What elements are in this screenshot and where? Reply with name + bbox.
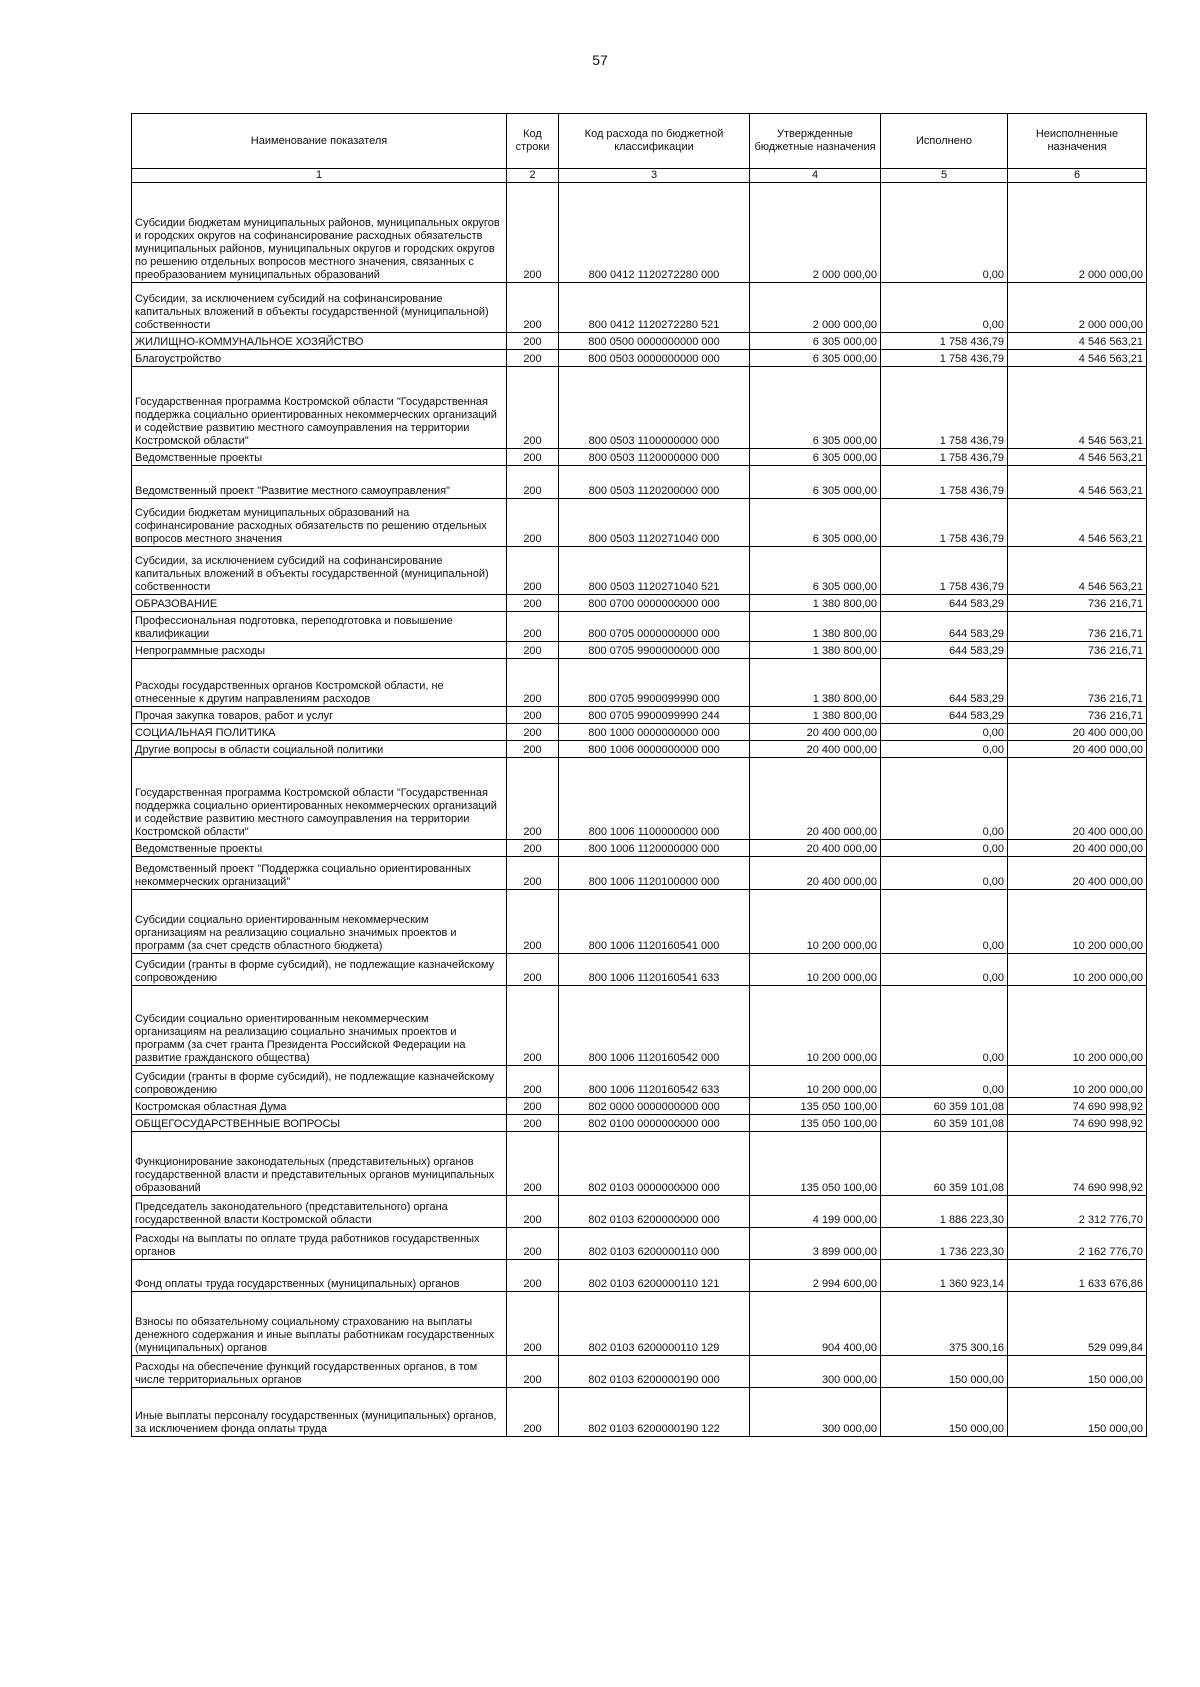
row-unexecuted-cell: 10 200 000,00 — [1008, 986, 1147, 1066]
row-kbk-cell: 800 0500 0000000000 000 — [559, 333, 750, 350]
table-row — [132, 1066, 1147, 1098]
row-name-cell: СОЦИАЛЬНАЯ ПОЛИТИКА — [132, 724, 507, 741]
header-unexecuted: Неисполненные назначения — [1008, 114, 1147, 169]
row-executed-cell: 644 583,29 — [881, 707, 1008, 724]
row-kbk-cell: 800 0705 9900000000 000 — [559, 642, 750, 659]
row-kbk-cell: 800 0705 0000000000 000 — [559, 612, 750, 642]
row-executed-cell: 0,00 — [881, 986, 1008, 1066]
row-code-cell: 200 — [507, 1066, 559, 1098]
row-approved-cell: 20 400 000,00 — [750, 857, 881, 890]
header-name: Наименование показателя — [132, 114, 507, 169]
row-executed-cell: 1 736 223,30 — [881, 1228, 1008, 1260]
table-row — [132, 1388, 1147, 1437]
row-code-cell: 200 — [507, 741, 559, 758]
row-kbk-cell: 802 0103 6200000110 000 — [559, 1228, 750, 1260]
row-approved-cell: 300 000,00 — [750, 1388, 881, 1437]
row-approved-cell: 2 000 000,00 — [750, 183, 881, 283]
table-row — [132, 954, 1147, 986]
row-approved-cell: 135 050 100,00 — [750, 1115, 881, 1132]
row-approved-cell: 20 400 000,00 — [750, 741, 881, 758]
row-approved-cell: 6 305 000,00 — [750, 333, 881, 350]
row-executed-cell: 150 000,00 — [881, 1388, 1008, 1437]
row-kbk-cell: 800 0503 1120271040 521 — [559, 547, 750, 595]
table-row — [132, 659, 1147, 707]
table-row — [132, 890, 1147, 954]
row-code-cell: 200 — [507, 547, 559, 595]
row-name-cell: Иные выплаты персоналу государственных (муниципальных) органов, за исключением фонда оплаты труда — [132, 1388, 507, 1437]
row-approved-cell: 6 305 000,00 — [750, 449, 881, 466]
table-row — [132, 183, 1147, 283]
row-name-cell: Субсидии социально ориентированным некоммерческим организациям на реализацию социально значимых проектов и программ (за счет гранта Президента Российской Федерации на развитие гражданского общества) — [132, 986, 507, 1066]
table-row — [132, 1132, 1147, 1196]
row-executed-cell: 1 758 436,79 — [881, 499, 1008, 547]
row-kbk-cell: 800 1000 0000000000 000 — [559, 724, 750, 741]
row-unexecuted-cell: 4 546 563,21 — [1008, 466, 1147, 499]
row-name-cell: Взносы по обязательному социальному страхованию на выплаты денежного содержания и иные выплаты работникам государственных (муниципальных) органов — [132, 1292, 507, 1356]
column-number-row — [132, 169, 1147, 183]
row-approved-cell: 300 000,00 — [750, 1356, 881, 1388]
row-approved-cell: 4 199 000,00 — [750, 1196, 881, 1228]
row-code-cell: 200 — [507, 1115, 559, 1132]
row-approved-cell: 1 380 800,00 — [750, 707, 881, 724]
row-unexecuted-cell: 74 690 998,92 — [1008, 1115, 1147, 1132]
row-unexecuted-cell: 10 200 000,00 — [1008, 1066, 1147, 1098]
row-approved-cell: 904 400,00 — [750, 1292, 881, 1356]
row-kbk-cell: 802 0103 0000000000 000 — [559, 1132, 750, 1196]
row-code-cell: 200 — [507, 1356, 559, 1388]
row-kbk-cell: 800 1006 1120160541 633 — [559, 954, 750, 986]
row-kbk-cell: 800 0503 1120200000 000 — [559, 466, 750, 499]
row-executed-cell: 644 583,29 — [881, 612, 1008, 642]
row-kbk-cell: 800 1006 1120160542 633 — [559, 1066, 750, 1098]
row-unexecuted-cell: 2 312 776,70 — [1008, 1196, 1147, 1228]
table-row — [132, 1228, 1147, 1260]
table-row — [132, 1115, 1147, 1132]
row-kbk-cell: 800 0705 9900099990 000 — [559, 659, 750, 707]
row-name-cell: Фонд оплаты труда государственных (муниципальных) органов — [132, 1260, 507, 1292]
row-code-cell: 200 — [507, 367, 559, 449]
row-executed-cell: 0,00 — [881, 954, 1008, 986]
row-name-cell: Субсидии бюджетам муниципальных образований на софинансирование расходных обязательств по решению отдельных вопросов местного значения — [132, 499, 507, 547]
row-approved-cell: 10 200 000,00 — [750, 890, 881, 954]
row-unexecuted-cell: 4 546 563,21 — [1008, 449, 1147, 466]
row-approved-cell: 3 899 000,00 — [750, 1228, 881, 1260]
row-unexecuted-cell: 20 400 000,00 — [1008, 758, 1147, 840]
row-name-cell: Субсидии, за исключением субсидий на софинансирование капитальных вложений в объекты государственной (муниципальной) собственности — [132, 283, 507, 333]
row-code-cell: 200 — [507, 857, 559, 890]
table-row — [132, 1196, 1147, 1228]
row-executed-cell: 0,00 — [881, 724, 1008, 741]
row-code-cell: 200 — [507, 1292, 559, 1356]
row-code-cell: 200 — [507, 1388, 559, 1437]
row-approved-cell: 20 400 000,00 — [750, 840, 881, 857]
row-name-cell: Субсидии социально ориентированным некоммерческим организациям на реализацию социально значимых проектов и программ (за счет средств областного бюджета) — [132, 890, 507, 954]
column-number: 4 — [750, 169, 881, 183]
header-code: Код строки — [507, 114, 559, 169]
row-executed-cell: 1 886 223,30 — [881, 1196, 1008, 1228]
row-kbk-cell: 800 0700 0000000000 000 — [559, 595, 750, 612]
row-code-cell: 200 — [507, 954, 559, 986]
row-code-cell: 200 — [507, 466, 559, 499]
row-kbk-cell: 800 0503 1120000000 000 — [559, 449, 750, 466]
row-name-cell: ОБЩЕГОСУДАРСТВЕННЫЕ ВОПРОСЫ — [132, 1115, 507, 1132]
page-number: 57 — [592, 52, 608, 68]
row-unexecuted-cell: 10 200 000,00 — [1008, 954, 1147, 986]
row-approved-cell: 10 200 000,00 — [750, 954, 881, 986]
table-row — [132, 707, 1147, 724]
row-executed-cell: 60 359 101,08 — [881, 1098, 1008, 1115]
row-unexecuted-cell: 74 690 998,92 — [1008, 1098, 1147, 1115]
row-approved-cell: 1 380 800,00 — [750, 659, 881, 707]
table-row — [132, 367, 1147, 449]
row-unexecuted-cell: 529 099,84 — [1008, 1292, 1147, 1356]
row-executed-cell: 1 758 436,79 — [881, 449, 1008, 466]
table-row — [132, 1260, 1147, 1292]
row-unexecuted-cell: 736 216,71 — [1008, 595, 1147, 612]
row-name-cell: Расходы на обеспечение функций государственных органов, в том числе территориальных органов — [132, 1356, 507, 1388]
column-number: 3 — [559, 169, 750, 183]
row-unexecuted-cell: 20 400 000,00 — [1008, 857, 1147, 890]
row-kbk-cell: 802 0103 6200000110 121 — [559, 1260, 750, 1292]
row-unexecuted-cell: 150 000,00 — [1008, 1356, 1147, 1388]
row-executed-cell: 0,00 — [881, 840, 1008, 857]
row-approved-cell: 6 305 000,00 — [750, 350, 881, 367]
row-unexecuted-cell: 4 546 563,21 — [1008, 547, 1147, 595]
column-number: 2 — [507, 169, 559, 183]
row-unexecuted-cell: 4 546 563,21 — [1008, 333, 1147, 350]
row-unexecuted-cell: 4 546 563,21 — [1008, 367, 1147, 449]
row-executed-cell: 0,00 — [881, 283, 1008, 333]
row-code-cell: 200 — [507, 986, 559, 1066]
row-code-cell: 200 — [507, 1196, 559, 1228]
row-name-cell: Субсидии бюджетам муниципальных районов, муниципальных округов и городских округов на софинансирование расходных обязательств муниципальных районов, муниципальных округов и городских округов по решению отдельных вопросов местного значения, связанных с преобразованием муниципальных образований — [132, 183, 507, 283]
table-row — [132, 333, 1147, 350]
row-name-cell: Ведомственные проекты — [132, 449, 507, 466]
budget-execution-table — [131, 113, 1147, 1437]
row-unexecuted-cell: 2 000 000,00 — [1008, 183, 1147, 283]
row-unexecuted-cell: 736 216,71 — [1008, 612, 1147, 642]
row-name-cell: Прочая закупка товаров, работ и услуг — [132, 707, 507, 724]
row-name-cell: Ведомственные проекты — [132, 840, 507, 857]
row-executed-cell: 0,00 — [881, 1066, 1008, 1098]
row-kbk-cell: 800 0412 1120272280 000 — [559, 183, 750, 283]
row-code-cell: 200 — [507, 183, 559, 283]
table-row — [132, 986, 1147, 1066]
row-executed-cell: 1 758 436,79 — [881, 466, 1008, 499]
column-number: 5 — [881, 169, 1008, 183]
row-approved-cell: 1 380 800,00 — [750, 595, 881, 612]
row-unexecuted-cell: 20 400 000,00 — [1008, 840, 1147, 857]
row-kbk-cell: 802 0103 6200000110 129 — [559, 1292, 750, 1356]
row-executed-cell: 60 359 101,08 — [881, 1115, 1008, 1132]
row-name-cell: Субсидии (гранты в форме субсидий), не подлежащие казначейскому сопровождению — [132, 954, 507, 986]
table-row — [132, 840, 1147, 857]
row-approved-cell: 1 380 800,00 — [750, 642, 881, 659]
row-code-cell: 200 — [507, 499, 559, 547]
row-code-cell: 200 — [507, 758, 559, 840]
header-approved: Утвержденные бюджетные назначения — [750, 114, 881, 169]
table-row — [132, 741, 1147, 758]
table-row — [132, 466, 1147, 499]
row-executed-cell: 1 758 436,79 — [881, 333, 1008, 350]
table-row — [132, 350, 1147, 367]
row-executed-cell: 60 359 101,08 — [881, 1132, 1008, 1196]
row-code-cell: 200 — [507, 1228, 559, 1260]
row-unexecuted-cell: 736 216,71 — [1008, 659, 1147, 707]
row-code-cell: 200 — [507, 350, 559, 367]
row-name-cell: ЖИЛИЩНО-КОММУНАЛЬНОЕ ХОЗЯЙСТВО — [132, 333, 507, 350]
table-row — [132, 1292, 1147, 1356]
row-name-cell: Ведомственный проект "Развитие местного самоуправления" — [132, 466, 507, 499]
row-kbk-cell: 800 1006 1120160541 000 — [559, 890, 750, 954]
row-kbk-cell: 800 1006 1120160542 000 — [559, 986, 750, 1066]
row-kbk-cell: 800 0412 1120272280 521 — [559, 283, 750, 333]
row-code-cell: 200 — [507, 642, 559, 659]
row-kbk-cell: 802 0000 0000000000 000 — [559, 1098, 750, 1115]
row-name-cell: Государственная программа Костромской области "Государственная поддержка социально ориентированных некоммерческих организаций и содействие развитию местного самоуправления на территории Костромской области" — [132, 758, 507, 840]
row-approved-cell: 6 305 000,00 — [750, 466, 881, 499]
row-code-cell: 200 — [507, 724, 559, 741]
row-executed-cell: 1 758 436,79 — [881, 350, 1008, 367]
table-row — [132, 283, 1147, 333]
row-name-cell: Костромская областная Дума — [132, 1098, 507, 1115]
row-approved-cell: 1 380 800,00 — [750, 612, 881, 642]
row-name-cell: Субсидии (гранты в форме субсидий), не подлежащие казначейскому сопровождению — [132, 1066, 507, 1098]
row-approved-cell: 2 000 000,00 — [750, 283, 881, 333]
row-approved-cell: 135 050 100,00 — [750, 1132, 881, 1196]
row-name-cell: Государственная программа Костромской области "Государственная поддержка социально ориентированных некоммерческих организаций и содействие развитию местного самоуправления на территории Костромской области" — [132, 367, 507, 449]
row-unexecuted-cell: 150 000,00 — [1008, 1388, 1147, 1437]
row-executed-cell: 0,00 — [881, 758, 1008, 840]
table-body — [132, 183, 1147, 1437]
row-unexecuted-cell: 2 000 000,00 — [1008, 283, 1147, 333]
row-code-cell: 200 — [507, 333, 559, 350]
row-code-cell: 200 — [507, 612, 559, 642]
row-approved-cell: 2 994 600,00 — [750, 1260, 881, 1292]
row-approved-cell: 20 400 000,00 — [750, 758, 881, 840]
row-executed-cell: 375 300,16 — [881, 1292, 1008, 1356]
row-kbk-cell: 802 0100 0000000000 000 — [559, 1115, 750, 1132]
row-approved-cell: 6 305 000,00 — [750, 499, 881, 547]
row-approved-cell: 6 305 000,00 — [750, 547, 881, 595]
row-code-cell: 200 — [507, 1132, 559, 1196]
row-code-cell: 200 — [507, 449, 559, 466]
row-code-cell: 200 — [507, 840, 559, 857]
row-code-cell: 200 — [507, 659, 559, 707]
table-row — [132, 547, 1147, 595]
row-code-cell: 200 — [507, 1260, 559, 1292]
row-kbk-cell: 802 0103 6200000190 000 — [559, 1356, 750, 1388]
row-unexecuted-cell: 736 216,71 — [1008, 642, 1147, 659]
row-unexecuted-cell: 20 400 000,00 — [1008, 724, 1147, 741]
row-executed-cell: 150 000,00 — [881, 1356, 1008, 1388]
table-row — [132, 1098, 1147, 1115]
row-approved-cell: 135 050 100,00 — [750, 1098, 881, 1115]
row-kbk-cell: 800 1006 0000000000 000 — [559, 741, 750, 758]
row-name-cell: Непрограммные расходы — [132, 642, 507, 659]
table-row — [132, 499, 1147, 547]
row-kbk-cell: 802 0103 6200000190 122 — [559, 1388, 750, 1437]
row-unexecuted-cell: 2 162 776,70 — [1008, 1228, 1147, 1260]
row-kbk-cell: 800 0503 0000000000 000 — [559, 350, 750, 367]
row-name-cell: Благоустройство — [132, 350, 507, 367]
row-unexecuted-cell: 1 633 676,86 — [1008, 1260, 1147, 1292]
table-row — [132, 857, 1147, 890]
row-code-cell: 200 — [507, 707, 559, 724]
header-executed: Исполнено — [881, 114, 1008, 169]
row-name-cell: Расходы государственных органов Костромской области, не отнесенные к другим направлениям расходов — [132, 659, 507, 707]
column-number: 6 — [1008, 169, 1147, 183]
row-name-cell: Председатель законодательного (представительного) органа государственной власти Костромской области — [132, 1196, 507, 1228]
row-unexecuted-cell: 4 546 563,21 — [1008, 350, 1147, 367]
row-kbk-cell: 800 1006 1120000000 000 — [559, 840, 750, 857]
row-executed-cell: 1 360 923,14 — [881, 1260, 1008, 1292]
row-executed-cell: 1 758 436,79 — [881, 547, 1008, 595]
row-code-cell: 200 — [507, 890, 559, 954]
row-kbk-cell: 800 0705 9900099990 244 — [559, 707, 750, 724]
table-row — [132, 642, 1147, 659]
row-code-cell: 200 — [507, 1098, 559, 1115]
row-name-cell: Субсидии, за исключением субсидий на софинансирование капитальных вложений в объекты государственной (муниципальной) собственности — [132, 547, 507, 595]
row-kbk-cell: 802 0103 6200000000 000 — [559, 1196, 750, 1228]
row-name-cell: ОБРАЗОВАНИЕ — [132, 595, 507, 612]
row-executed-cell: 644 583,29 — [881, 659, 1008, 707]
table-row — [132, 758, 1147, 840]
row-executed-cell: 0,00 — [881, 857, 1008, 890]
header-kbk: Код расхода по бюджетной классификации — [559, 114, 750, 169]
row-kbk-cell: 800 1006 1100000000 000 — [559, 758, 750, 840]
table-header-row — [132, 114, 1147, 169]
row-executed-cell: 644 583,29 — [881, 595, 1008, 612]
column-number: 1 — [132, 169, 507, 183]
row-approved-cell: 10 200 000,00 — [750, 986, 881, 1066]
row-executed-cell: 0,00 — [881, 183, 1008, 283]
row-approved-cell: 10 200 000,00 — [750, 1066, 881, 1098]
table-row — [132, 595, 1147, 612]
row-code-cell: 200 — [507, 595, 559, 612]
row-name-cell: Функционирование законодательных (представительных) органов государственной власти и представительных органов муниципальных образований — [132, 1132, 507, 1196]
row-code-cell: 200 — [507, 283, 559, 333]
table-row — [132, 449, 1147, 466]
table-row — [132, 612, 1147, 642]
table-row — [132, 724, 1147, 741]
row-name-cell: Профессиональная подготовка, переподготовка и повышение квалификации — [132, 612, 507, 642]
row-unexecuted-cell: 10 200 000,00 — [1008, 890, 1147, 954]
row-name-cell: Другие вопросы в области социальной политики — [132, 741, 507, 758]
row-name-cell: Ведомственный проект "Поддержка социально ориентированных некоммерческих организаций" — [132, 857, 507, 890]
row-unexecuted-cell: 736 216,71 — [1008, 707, 1147, 724]
row-unexecuted-cell: 74 690 998,92 — [1008, 1132, 1147, 1196]
row-kbk-cell: 800 1006 1120100000 000 — [559, 857, 750, 890]
row-kbk-cell: 800 0503 1120271040 000 — [559, 499, 750, 547]
table-row — [132, 1356, 1147, 1388]
row-executed-cell: 644 583,29 — [881, 642, 1008, 659]
row-unexecuted-cell: 4 546 563,21 — [1008, 499, 1147, 547]
row-unexecuted-cell: 20 400 000,00 — [1008, 741, 1147, 758]
row-approved-cell: 20 400 000,00 — [750, 724, 881, 741]
row-kbk-cell: 800 0503 1100000000 000 — [559, 367, 750, 449]
row-approved-cell: 6 305 000,00 — [750, 367, 881, 449]
row-executed-cell: 0,00 — [881, 890, 1008, 954]
row-executed-cell: 1 758 436,79 — [881, 367, 1008, 449]
row-name-cell: Расходы на выплаты по оплате труда работников государственных органов — [132, 1228, 507, 1260]
row-executed-cell: 0,00 — [881, 741, 1008, 758]
